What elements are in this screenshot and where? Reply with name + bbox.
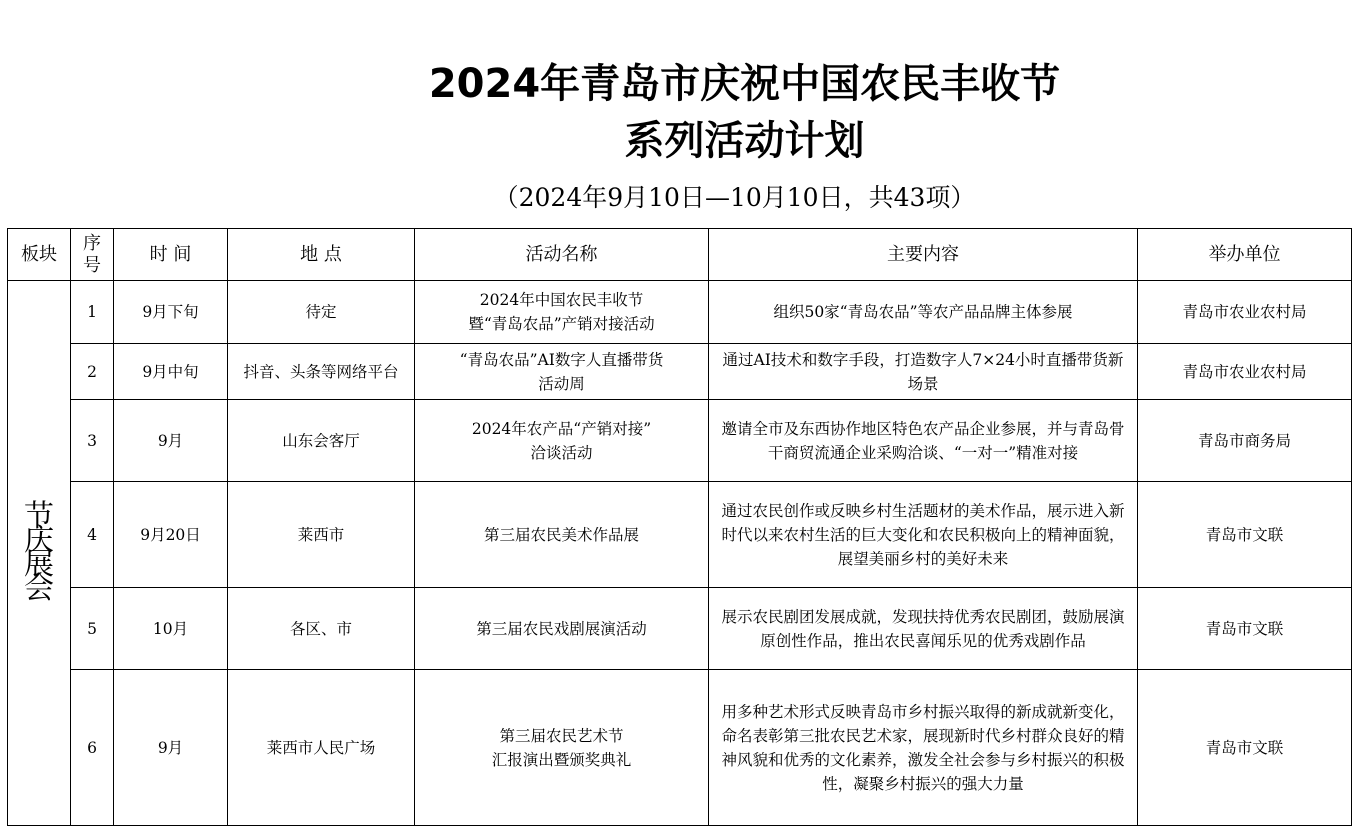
activity-plan-table <box>7 228 1352 826</box>
header-section: 板块 <box>8 229 71 281</box>
document-title-line2: 系列活动计划 <box>624 118 865 164</box>
cell-organizer: 青岛市文联 <box>1138 670 1352 826</box>
header-organizer: 举办单位 <box>1138 229 1352 281</box>
cell-place: 莱西市 <box>228 482 415 588</box>
cell-number: 4 <box>71 482 114 588</box>
cell-activity-name: 2024年中国农民丰收节 暨“青岛农品”产销对接活动 <box>415 281 709 344</box>
header-place: 地 点 <box>228 229 415 281</box>
cell-place: 抖音、头条等网络平台 <box>228 344 415 400</box>
cell-main-content: 组织50家“青岛农品”等农产品品牌主体参展 <box>709 281 1138 344</box>
cell-place: 山东会客厅 <box>228 400 415 482</box>
cell-time: 9月中旬 <box>114 344 228 400</box>
header-time: 时 间 <box>114 229 228 281</box>
cell-time: 9月 <box>114 670 228 826</box>
header-main-content: 主要内容 <box>709 229 1138 281</box>
cell-place: 待定 <box>228 281 415 344</box>
cell-activity-name: 2024年农产品“产销对接” 洽谈活动 <box>415 400 709 482</box>
table-row <box>8 400 1352 482</box>
table-row <box>8 281 1352 344</box>
cell-place: 各区、市 <box>228 588 415 670</box>
header-number: 序号 <box>71 229 114 281</box>
cell-place: 莱西市人民广场 <box>228 670 415 826</box>
table-row <box>8 482 1352 588</box>
section-cell: 节庆展会 <box>8 281 71 826</box>
cell-time: 10月 <box>114 588 228 670</box>
cell-main-content: 用多种艺术形式反映青岛市乡村振兴取得的新成就新变化，命名表彰第三批农民艺术家，展现新时代乡村群众良好的精神风貌和优秀的文化素养，激发全社会参与乡村振兴的积极性，凝聚乡村振兴的强大力量 <box>709 670 1138 826</box>
cell-time: 9月下旬 <box>114 281 228 344</box>
cell-number: 5 <box>71 588 114 670</box>
document-subtitle: （2024年9月10日—10月10日，共43项） <box>493 183 976 212</box>
cell-number: 1 <box>71 281 114 344</box>
table-row <box>8 344 1352 400</box>
cell-time: 9月 <box>114 400 228 482</box>
table-header-row <box>8 229 1352 281</box>
table-row <box>8 670 1352 826</box>
header-activity-name: 活动名称 <box>415 229 709 281</box>
table-row <box>8 588 1352 670</box>
cell-organizer: 青岛市文联 <box>1138 588 1352 670</box>
cell-activity-name: 第三届农民艺术节 汇报演出暨颁奖典礼 <box>415 670 709 826</box>
cell-main-content: 通过AI技术和数字手段，打造数字人7×24小时直播带货新场景 <box>709 344 1138 400</box>
cell-main-content: 通过农民创作或反映乡村生活题材的美术作品，展示进入新时代以来农村生活的巨大变化和农民积极向上的精神面貌，展望美丽乡村的美好未来 <box>709 482 1138 588</box>
cell-activity-name: “青岛农品”AI数字人直播带货 活动周 <box>415 344 709 400</box>
cell-number: 6 <box>71 670 114 826</box>
cell-organizer: 青岛市商务局 <box>1138 400 1352 482</box>
cell-activity-name: 第三届农民戏剧展演活动 <box>415 588 709 670</box>
cell-activity-name: 第三届农民美术作品展 <box>415 482 709 588</box>
cell-organizer: 青岛市文联 <box>1138 482 1352 588</box>
cell-organizer: 青岛市农业农村局 <box>1138 281 1352 344</box>
cell-number: 2 <box>71 344 114 400</box>
cell-organizer: 青岛市农业农村局 <box>1138 344 1352 400</box>
document-title-line1: 2024年青岛市庆祝中国农民丰收节 <box>428 61 1061 107</box>
cell-time: 9月20日 <box>114 482 228 588</box>
cell-number: 3 <box>71 400 114 482</box>
cell-main-content: 邀请全市及东西协作地区特色农产品企业参展，并与青岛骨干商贸流通企业采购洽谈、“一对一”精准对接 <box>709 400 1138 482</box>
cell-main-content: 展示农民剧团发展成就，发现扶持优秀农民剧团，鼓励展演原创性作品，推出农民喜闻乐见的优秀戏剧作品 <box>709 588 1138 670</box>
